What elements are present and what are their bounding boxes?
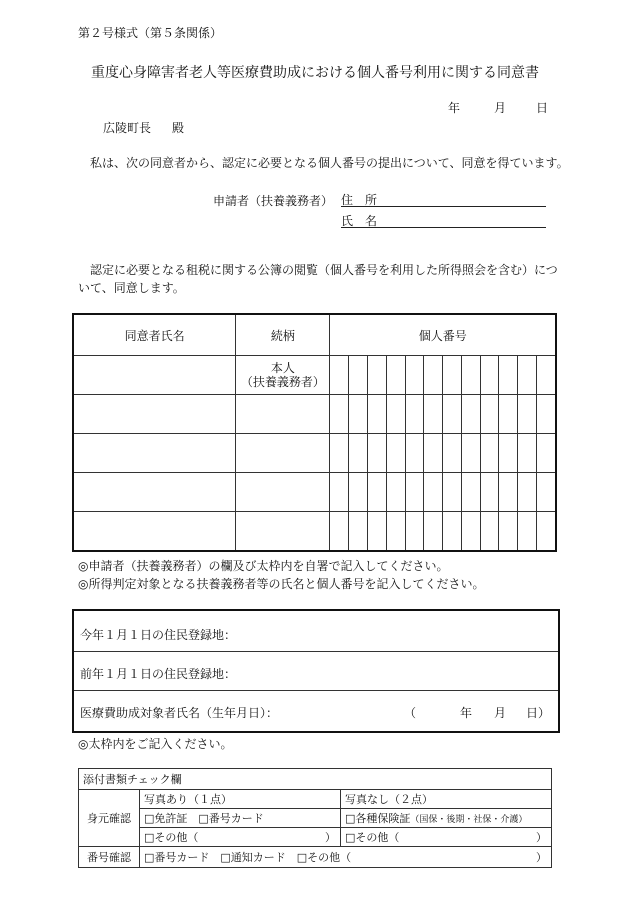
digit-cell[interactable] <box>461 434 480 473</box>
digit-cell[interactable] <box>518 395 537 434</box>
header-name: 同意者氏名 <box>73 314 236 356</box>
digit-cell[interactable] <box>424 356 443 395</box>
digit-cell[interactable] <box>480 512 499 552</box>
digit-cell[interactable] <box>461 395 480 434</box>
digit-cell[interactable] <box>368 434 387 473</box>
note-3: ◎太枠内をご記入ください。 <box>78 737 233 751</box>
this-year-residence[interactable]: 今年１月１日の住民登録地： <box>80 628 237 642</box>
table-row <box>73 434 556 473</box>
birth-month: 月 <box>494 706 507 720</box>
digit-cell[interactable] <box>480 473 499 512</box>
digit-cell[interactable] <box>518 473 537 512</box>
digit-cell[interactable] <box>424 473 443 512</box>
digit-cell[interactable] <box>330 512 349 552</box>
digit-cell[interactable] <box>443 395 462 434</box>
digit-cell[interactable] <box>480 434 499 473</box>
birth-year: 年 <box>460 706 473 720</box>
tax-consent-line2: いて、同意します。 <box>78 281 185 295</box>
name-cell[interactable] <box>73 356 236 395</box>
other-a-close: ） <box>325 831 336 844</box>
digit-cell[interactable] <box>330 473 349 512</box>
digit-cell[interactable] <box>349 434 368 473</box>
digit-cell[interactable] <box>443 512 462 552</box>
digit-cell[interactable] <box>386 512 405 552</box>
other-b-label: □その他（ <box>345 831 400 844</box>
relation-cell[interactable] <box>236 434 330 473</box>
other-a-label: □その他（ <box>144 831 199 844</box>
birth-open: （ <box>404 706 417 720</box>
digit-cell[interactable] <box>537 512 556 552</box>
digit-cell[interactable] <box>330 395 349 434</box>
digit-cell[interactable] <box>349 356 368 395</box>
name-cell[interactable] <box>73 473 236 512</box>
check-title: 添付書類チェック欄 <box>79 769 552 790</box>
table-row <box>73 395 556 434</box>
digit-cell[interactable] <box>368 473 387 512</box>
digit-cell[interactable] <box>405 356 424 395</box>
digit-cell[interactable] <box>405 512 424 552</box>
digit-cell[interactable] <box>461 356 480 395</box>
digit-cell[interactable] <box>349 395 368 434</box>
subject-name-field[interactable]: 医療費助成対象者氏名（生年月日）： <box>80 706 279 720</box>
digit-cell[interactable] <box>330 356 349 395</box>
relation-self-note: （扶養義務者） <box>240 375 325 389</box>
date-day: 日 <box>536 101 549 115</box>
license-checks[interactable]: □免許証 □番号カード <box>140 809 341 828</box>
addressee: 広陵町長 <box>103 121 152 135</box>
digit-cell[interactable] <box>405 473 424 512</box>
name-cell[interactable] <box>73 395 236 434</box>
relation-cell[interactable] <box>236 395 330 434</box>
digit-cell[interactable] <box>443 356 462 395</box>
relation-cell <box>236 356 330 395</box>
digit-cell[interactable] <box>499 473 518 512</box>
date-year: 年 <box>448 101 461 115</box>
attachment-check-table <box>78 768 552 868</box>
table-row <box>73 356 556 395</box>
name-label: 氏 名 <box>341 214 378 228</box>
digit-cell[interactable] <box>537 434 556 473</box>
applicant-name-field[interactable] <box>341 212 546 228</box>
digit-cell[interactable] <box>386 434 405 473</box>
relation-cell[interactable] <box>236 473 330 512</box>
other-check-a[interactable] <box>140 828 341 847</box>
other-check-b[interactable] <box>341 828 552 847</box>
note-2: ◎所得判定対象となる扶養義務者等の氏名と個人番号を記入してください。 <box>78 577 485 591</box>
name-cell[interactable] <box>73 434 236 473</box>
number-label: 番号確認 <box>79 847 140 868</box>
digit-cell[interactable] <box>499 434 518 473</box>
consent-statement: 私は、次の同意者から、認定に必要となる個人番号の提出について、同意を得ています。 <box>90 156 569 170</box>
insurance-check[interactable] <box>341 809 552 828</box>
relation-self: 本人 <box>270 361 295 375</box>
name-cell[interactable] <box>73 512 236 552</box>
page-title: 重度心身障害者老人等医療費助成における個人番号利用に関する同意書 <box>91 65 539 81</box>
consent-table <box>72 313 557 552</box>
digit-cell[interactable] <box>424 512 443 552</box>
header-relation: 続柄 <box>236 314 330 356</box>
other-b-close: ） <box>536 831 547 844</box>
digit-cell[interactable] <box>330 434 349 473</box>
number-close: ） <box>536 851 547 864</box>
digit-cell[interactable] <box>386 473 405 512</box>
digit-cell[interactable] <box>405 434 424 473</box>
residence-box <box>72 609 560 733</box>
digit-cell[interactable] <box>518 434 537 473</box>
number-checks[interactable] <box>140 847 552 868</box>
digit-cell[interactable] <box>499 512 518 552</box>
digit-cell[interactable] <box>349 473 368 512</box>
identity-label: 身元確認 <box>79 790 140 847</box>
digit-cell[interactable] <box>537 395 556 434</box>
birth-day: 日） <box>526 706 551 720</box>
digit-cell[interactable] <box>480 356 499 395</box>
applicant-address-field[interactable] <box>341 191 546 207</box>
digit-cell[interactable] <box>368 512 387 552</box>
form-number: 第２号様式（第５条関係） <box>78 26 223 40</box>
digit-cell[interactable] <box>537 356 556 395</box>
digit-cell[interactable] <box>443 473 462 512</box>
photo-no: 写真なし（２点） <box>341 790 552 809</box>
honorific: 殿 <box>172 121 185 135</box>
digit-cell[interactable] <box>424 434 443 473</box>
number-options: □番号カード □通知カード □その他（ <box>144 851 352 864</box>
digit-cell[interactable] <box>499 356 518 395</box>
last-year-residence[interactable]: 前年１月１日の住民登録地： <box>80 667 237 681</box>
note-1: ◎申請者（扶養義務者）の欄及び太枠内を自署で記入してください。 <box>78 559 449 573</box>
header-number: 個人番号 <box>330 314 556 356</box>
insurance-label: □各種保険証 <box>345 812 411 825</box>
digit-cell[interactable] <box>443 434 462 473</box>
digit-cell[interactable] <box>461 473 480 512</box>
relation-cell[interactable] <box>236 512 330 552</box>
digit-cell[interactable] <box>499 395 518 434</box>
table-row <box>73 512 556 552</box>
digit-cell[interactable] <box>424 395 443 434</box>
digit-cell[interactable] <box>349 512 368 552</box>
digit-cell[interactable] <box>368 395 387 434</box>
digit-cell[interactable] <box>518 356 537 395</box>
insurance-types: （国保・後期・社保・介護） <box>410 815 528 825</box>
date-month: 月 <box>494 101 507 115</box>
digit-cell[interactable] <box>386 356 405 395</box>
applicant-label: 申請者（扶養義務者） <box>213 194 334 208</box>
digit-cell[interactable] <box>537 473 556 512</box>
address-label: 住 所 <box>341 193 378 207</box>
photo-yes: 写真あり（１点） <box>140 790 341 809</box>
table-row <box>73 473 556 512</box>
tax-consent-line1: 認定に必要となる租税に関する公簿の閲覧（個人番号を利用した所得照会を含む）につ <box>90 263 558 277</box>
digit-cell[interactable] <box>461 512 480 552</box>
digit-cell[interactable] <box>368 356 387 395</box>
digit-cell[interactable] <box>386 395 405 434</box>
digit-cell[interactable] <box>480 395 499 434</box>
digit-cell[interactable] <box>405 395 424 434</box>
digit-cell[interactable] <box>518 512 537 552</box>
